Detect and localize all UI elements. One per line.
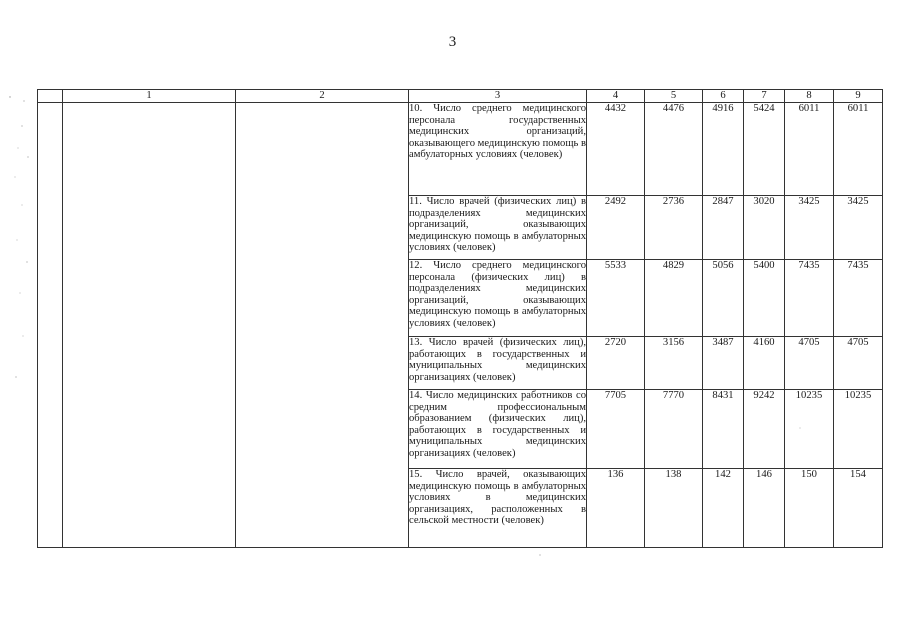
value-cell: 7770 xyxy=(645,390,703,469)
value-cell: 9242 xyxy=(744,390,785,469)
value-cell: 7705 xyxy=(587,390,645,469)
value-cell: 7435 xyxy=(834,260,883,337)
page-number: 3 xyxy=(448,34,457,50)
value-cell: 2720 xyxy=(587,337,645,390)
value-cell: 2847 xyxy=(703,196,744,260)
value-cell: 10235 xyxy=(834,390,883,469)
value-cell: 8431 xyxy=(703,390,744,469)
value-cell: 138 xyxy=(645,469,703,548)
empty-cell xyxy=(63,103,236,548)
value-cell: 6011 xyxy=(834,103,883,196)
header-row xyxy=(38,90,883,103)
value-cell: 5056 xyxy=(703,260,744,337)
indicators-table xyxy=(37,89,883,548)
value-cell: 5533 xyxy=(587,260,645,337)
value-cell: 3156 xyxy=(645,337,703,390)
value-cell: 3020 xyxy=(744,196,785,260)
value-cell: 154 xyxy=(834,469,883,548)
value-cell: 6011 xyxy=(785,103,834,196)
value-cell: 4916 xyxy=(703,103,744,196)
value-cell: 3425 xyxy=(834,196,883,260)
indicator-description: 14. Число медицинских работников со средним профессиональным образованием (физических лиц), работающих в государственных и муниципальных медицинских организациях (человек) xyxy=(409,390,587,469)
value-cell: 3487 xyxy=(703,337,744,390)
indicator-description: 10. Число среднего медицинского персонала государственных медицинских организаций, оказывающего медицинскую помощь в амбулаторных условиях (человек) xyxy=(409,103,587,196)
value-cell: 146 xyxy=(744,469,785,548)
value-cell: 136 xyxy=(587,469,645,548)
header-cell: 4 xyxy=(587,90,645,103)
value-cell: 4705 xyxy=(834,337,883,390)
header-cell: 6 xyxy=(703,90,744,103)
header-cell: 2 xyxy=(236,90,409,103)
header-cell xyxy=(38,90,63,103)
empty-cell xyxy=(236,103,409,548)
indicator-description: 15. Число врачей, оказывающих медицинскую помощь в амбулаторных условиях в медицинских организациях, расположенных в сельской местности (человек) xyxy=(409,469,587,548)
value-cell: 4432 xyxy=(587,103,645,196)
header-cell: 9 xyxy=(834,90,883,103)
value-cell: 150 xyxy=(785,469,834,548)
value-cell: 10235 xyxy=(785,390,834,469)
value-cell: 7435 xyxy=(785,260,834,337)
value-cell: 5400 xyxy=(744,260,785,337)
table-row xyxy=(38,103,883,196)
header-cell: 7 xyxy=(744,90,785,103)
empty-cell xyxy=(38,103,63,548)
value-cell: 2736 xyxy=(645,196,703,260)
value-cell: 2492 xyxy=(587,196,645,260)
value-cell: 4705 xyxy=(785,337,834,390)
header-cell: 5 xyxy=(645,90,703,103)
indicator-description: 13. Число врачей (физических лиц), работающих в государственных и муниципальных медицинских организациях (человек) xyxy=(409,337,587,390)
indicator-description: 12. Число среднего медицинского персонала (физических лиц) в подразделениях медицинских организаций, оказывающих медицинскую помощь в амбулаторных условиях (человек) xyxy=(409,260,587,337)
header-cell: 3 xyxy=(409,90,587,103)
value-cell: 142 xyxy=(703,469,744,548)
value-cell: 4476 xyxy=(645,103,703,196)
header-cell: 1 xyxy=(63,90,236,103)
value-cell: 3425 xyxy=(785,196,834,260)
value-cell: 4160 xyxy=(744,337,785,390)
value-cell: 4829 xyxy=(645,260,703,337)
indicator-description: 11. Число врачей (физических лиц) в подразделениях медицинских организаций, оказывающих медицинскую помощь в амбулаторных условиях (человек) xyxy=(409,196,587,260)
value-cell: 5424 xyxy=(744,103,785,196)
header-cell: 8 xyxy=(785,90,834,103)
